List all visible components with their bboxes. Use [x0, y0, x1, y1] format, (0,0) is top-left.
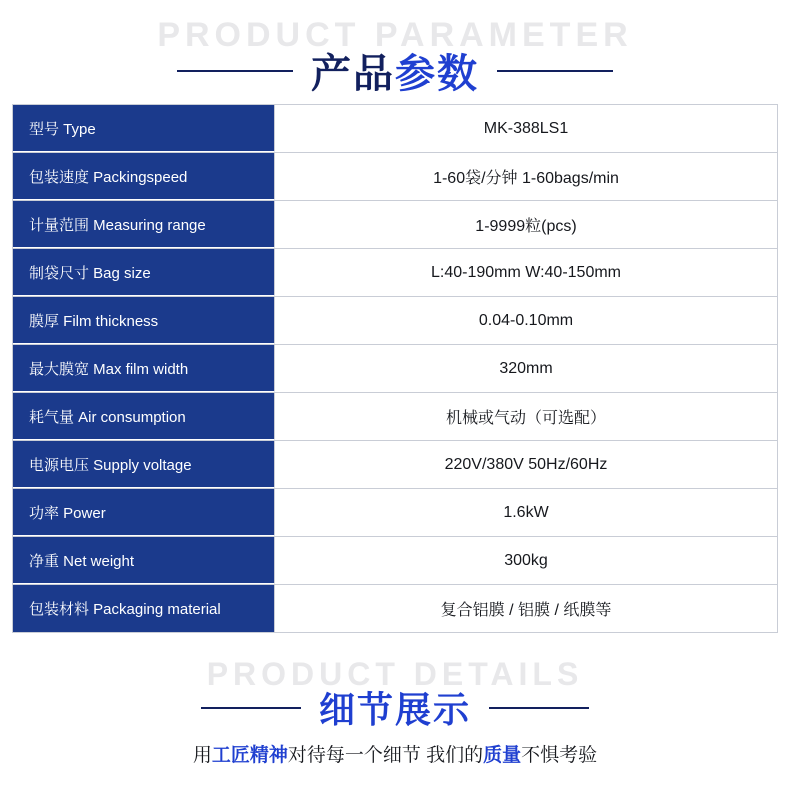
spec-label: 膜厚 Film thickness: [13, 297, 275, 344]
spec-table: [12, 104, 778, 633]
table-row: [13, 201, 777, 249]
tagline-part-1: 用: [192, 745, 212, 766]
spec-label: 功率 Power: [13, 489, 275, 536]
table-row: [13, 585, 777, 633]
footer-block: [0, 650, 790, 787]
table-row: [13, 393, 777, 441]
spec-label: 净重 Net weight: [13, 537, 275, 584]
page-title-prefix: 产品: [311, 52, 395, 96]
header-block: [0, 0, 790, 100]
spec-value: 320mm: [275, 345, 777, 392]
title-rule-right: [497, 70, 613, 72]
title-rule-left: [177, 70, 293, 72]
page-title: [311, 42, 479, 99]
table-row: [13, 297, 777, 345]
spec-label: 包装材料 Packaging material: [13, 585, 275, 632]
spec-value: 1.6kW: [275, 489, 777, 536]
spec-value: 复合铝膜 / 铝膜 / 纸膜等: [275, 585, 777, 632]
spec-value: 220V/380V 50Hz/60Hz: [275, 441, 777, 488]
header-ghost-title: PRODUCT PARAMETER: [157, 16, 633, 54]
spec-label: 电源电压 Supply voltage: [13, 441, 275, 488]
table-row: [13, 441, 777, 489]
footer-rule-left: [201, 707, 301, 709]
table-row: [13, 249, 777, 297]
tagline-part-2: 工匠精神: [211, 745, 288, 766]
spec-value: 0.04-0.10mm: [275, 297, 777, 344]
table-row: [13, 153, 777, 201]
spec-value: L:40-190mm W:40-150mm: [275, 249, 777, 296]
spec-label: 计量范围 Measuring range: [13, 201, 275, 248]
spec-label: 包装速度 Packingspeed: [13, 153, 275, 200]
spec-label: 最大膜宽 Max film width: [13, 345, 275, 392]
table-row: [13, 345, 777, 393]
table-row: [13, 105, 777, 153]
tagline-part-3: 对待每一个细节 我们的: [287, 745, 484, 766]
spec-value: 1-60袋/分钟 1-60bags/min: [275, 153, 777, 200]
header-title-row: [0, 42, 790, 99]
footer-title: 细节展示: [318, 689, 471, 730]
spec-value: 1-9999粒(pcs): [275, 201, 777, 248]
footer-ghost-title: PRODUCT DETAILS: [206, 656, 584, 692]
footer-title-row: [0, 682, 790, 733]
page-title-accent: 参数: [395, 52, 479, 96]
footer-rule-right: [489, 707, 589, 709]
spec-value: 300kg: [275, 537, 777, 584]
table-row: [13, 489, 777, 537]
spec-value: MK-388LS1: [275, 105, 777, 152]
table-row: [13, 537, 777, 585]
spec-label: 型号 Type: [13, 105, 275, 152]
footer-tagline: [0, 740, 790, 767]
spec-label: 制袋尺寸 Bag size: [13, 249, 275, 296]
spec-value: 机械或气动（可选配）: [275, 393, 777, 440]
tagline-part-5: 不惧考验: [521, 745, 598, 766]
spec-label: 耗气量 Air consumption: [13, 393, 275, 440]
tagline-part-4: 质量: [483, 745, 522, 766]
